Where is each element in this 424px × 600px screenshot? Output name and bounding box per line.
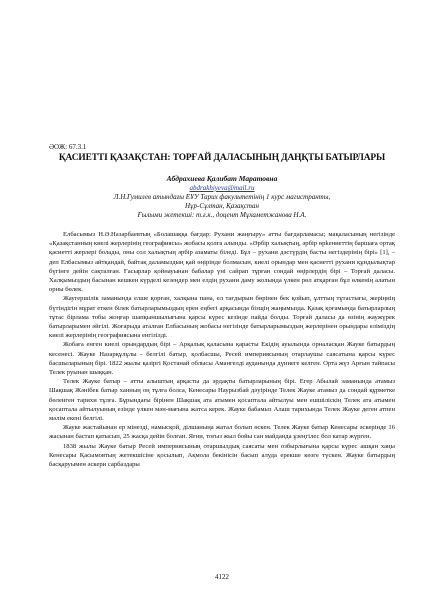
scientific-supervisor: Ғылыми жетекші: т.ғ.к., доцент Мұхаметжанова Н.А. (137, 211, 307, 219)
page-number: 4122 (215, 573, 229, 581)
author-city: Нұр-Сұлтан, Қазақстан (184, 202, 260, 210)
article-title: ҚАСИЕТТІ ҚАЗАҚСТАН: ТОРҒАЙ ДАЛАСЫНЫҢ ДАҢҚТЫ БАТЫРЛАРЫ (58, 153, 386, 163)
paragraph: 1838 жылы Жауке батыр Ресей империясының отаршылдық саясаты мен озбырлығына қарсы күрес ашқан хаңы Кенесары Қасымовтың жетекшісіне қосылып, Ақмола бекінісін басып алуда ерекше көзге түскен. Жауке батырдың басқаруымен әскери сарбаздары (49, 442, 395, 469)
author-name: Абдрахиева Қалибат Маратовна (166, 174, 278, 183)
paragraph: Телек Жауке батыр – атты алыштың арқасты да әрдақты батырларының бірі. Егер Абылай заманында атамыз Шақшақ Жәнібек батыр ханның оң тұлға болса, Кенесары Наурызбай дәуірінде Телек Жауке атамыз да сондай құрметке бөленген тарихи тұлға. Бұрындағы бірінен Шақшақ ата атымен қосаптала айтылуы мен ешшіліскің Телек ата атымен қосаптала айтылуының езінде үлкен мән-мағына жатса керек. Жауке бабамыз Алаш тарихында Телек Жауке деген атпен мәлім екені белгілі. (49, 378, 395, 423)
article-body (49, 230, 395, 469)
author-email-link[interactable]: abdrakhiyeva@mail.ru (189, 184, 255, 192)
paragraph: Жауке жастайынан ер мінезді, намысқой, ділшаныңа жатал болып өскен. Телек Жауке батыр Кенесары әскерінде 16 жасынан бастап қатысып, 25 жасқа дейін болған. Яғни, тоғыз жыл бойы сан майданда ұзеңгілес бол катар жүрген. (49, 424, 395, 441)
paragraph: Жаугершілік заманында елше қорған, халқына пана, ел тағдырын бөрінен бек қойып, ұлттың тұтастығы, жеріңнің бүтіндігін мұрат еткен білек батырларымыздың ерен еңбегі арқасында бізщің жаңымызда. Қазақ қоғамында батырларлың тұтас бірлама тобы жоңғар шапқыншылығына қарсы күрес кезінде пайда болды. Торғай даласы да өзінің жаужүрек батырларымен әйгілі. Жоғарыда аталған Елбасының жобасы негізінде батырларымыздың жерлерінен орындары еліміздің киелі жерлерінің географиясына енгізілді. (49, 295, 395, 340)
udc-code: ӘОЖ: 67.3.1 (49, 143, 87, 151)
paragraph: Елбасымыз Н.Ә.Назарбаевтың «Болашаққа бағдар: Рухани жаңғыру» атты бағдарламасы; мақаласының негізінде «Қазақстанның киелі жерлерінің географиясы» жобасы қолға алынды. «Әрбір халықтың, әрбір өрkениеттің баршаға ортақ қасиетті жерлері болады, оны сол халықтың әрбір азаматы біледі. Бұл – рухани дәстүрдің басты негіздерінің бірі» [1], – деп Елбасымыз айтқандай, байтақ даламыздың қай өңірінде болмасын, киелі орындар мен қасиетті рухани құндылықтар бүгінге дейін сақталған. Ғасырлар қойнауынан бабалар үні сайрап тұрған сондай өңірлердің бірі – Торғай даласы. Халқымыздың басынан кешкен күрделі кезеңдер мен елдің рухани даму жолында үлкен рөл атқарған бұл өлкенің алатын орны бөлек. (49, 231, 395, 294)
document-page (49, 0, 395, 600)
author-affiliation: Л.Н.Гумилев атындағы ЕҰУ Тарих факультетінің 1 курс магистранты, (113, 193, 331, 201)
paragraph: Жобаға енген киелі орындардың бірі – Арқалық қаласына қарасты Екідің ауылында орналасқан Жауке батырдың кесенесі. Жауке Назарқұлұлы - белгілі батыр, қолбасшы, Ресей империясының отарлаушы саясатына қарсы күрес басшыларының бірі. 1822 жылы қазіргі Қостанай облысы Амангелді ауданында дүниеге келген. Орта жүз Арғын тайпасы Телек руынан шыққан. (49, 341, 395, 377)
